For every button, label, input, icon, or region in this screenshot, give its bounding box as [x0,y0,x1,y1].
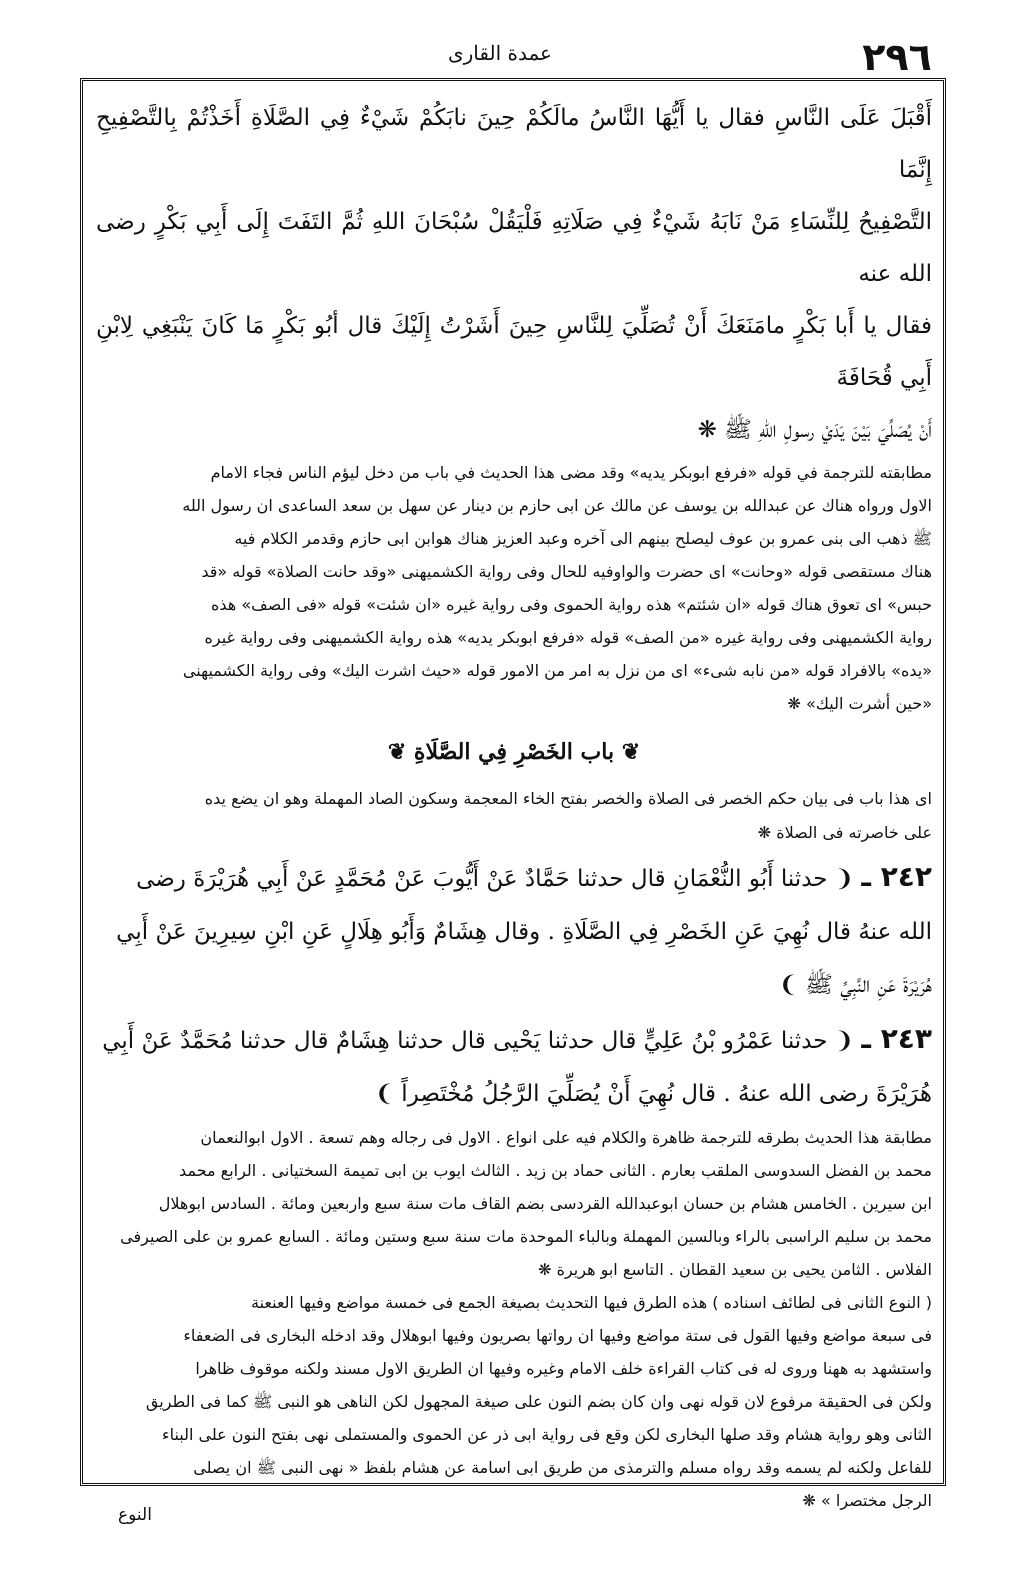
text-line: الثانى وهو رواية هشام وقد صلها البخارى لكن وقع فى رواية ابى ذر عن الحموى والمستملى نهى بفتح النون على البناء [162,1425,932,1444]
text-line: على خاصرته فى الصلاة ❋ [757,823,932,842]
text-line: محمد بن الفضل السدوسى الملقب بعارم . الثانى حماد بن زيد . الثالث ايوب بن ابى تميمة السختيانى . الرابع محمد [179,1161,932,1180]
text-line: هُرَيْرَةَ عَنِ النَّبِيِّ ﷺ ❩ [778,972,932,998]
chapter-heading: ❦ باب الخَصْرِ فِي الصَّلَاةِ ❦ [387,739,641,765]
hadith-text: ❨ حدثنا عَمْرُو بْنُ عَلِيٍّ قال حدثنا يَحْيى قال حدثنا هِشَامٌ قال حدثنا مُحَمَّدٌ عَنْ أَبِي [102,1028,855,1054]
text-line [96,850,932,906]
text-line [96,1012,932,1068]
hadith-243 [96,1012,932,1121]
running-title: عمدة القارى [447,41,552,65]
hadith-continuation [96,92,932,456]
text-line: الاول ورواه هناك عن عبدالله بن يوسف عن مالك عن ابى حازم بن دينار عن سهل بن سعد الساعدى ان رسول الله [182,496,932,515]
text-line: «حين أشرت اليك» ❋ [787,694,932,713]
hadith-text: ❨ حدثنا أَبُو النُّعْمَانِ قال حدثنا حَمَّادٌ عَنْ أَيُّوبَ عَنْ مُحَمَّدٍ عَنْ أَبِي هُرَيْرَةَ رضى [136,866,855,892]
text-line: حبس» اى تعوق هناك قوله «ان شئتم» هذه رواية الحموى وفى رواية غيره «ان شئت» قوله «فى الصف» هذه [211,595,932,614]
chapter-intro [96,782,932,850]
commentary-block [96,1121,932,1286]
text-line: ( النوع الثانى فى لطائف اسناده ) هذه الطرق فيها التحديث بصيغة الجمع فى خمسة مواضع وفيها العنعنة [251,1293,932,1312]
text-line: فى سبعة مواضع وفيها القول فى ستة مواضع وفيها ان رواتها بصريون وفيها ابوهلال وقد ادخله البخارى فى الضعفاء [183,1326,932,1345]
hadith-number: ٢٤٢ ـ [861,860,932,893]
text-line: هناك مستقصى قوله «وحانت» اى حضرت والواوفيه للحال وفى رواية الكشميهنى «وقد حانت الصلاة» قوله «قد [201,562,932,581]
text-line: ﷺ ذهب الى بنى عمرو بن عوف ليصلح بينهم الى آخره وعبد العزيز هناك هوابن ابى حازم وقدمر الكلام فيه [234,529,932,548]
hadith-number: ٢٤٣ ـ [861,1022,932,1055]
commentary-block [96,1286,932,1517]
text-line: «يده» بالافراد قوله «من نابه شىء» اى من نزل به امر من الامور قوله «حيث اشرت اليك» وفى رواية الكشميهنى [182,661,932,680]
page-content [96,92,932,1517]
text-line: مطابقته للترجمة في قوله «فرفع ابوبكر يديه» وقد مضى هذا الحديث في باب من دخل ليؤم الناس فجاء الامام [210,463,932,482]
text-line: مطابقة هذا الحديث بطرقه للترجمة ظاهرة والكلام فيه على انواع . الاول فى رجاله وهم تسعة . الاول ابوالنعمان [200,1128,932,1147]
text-line: فقال يا أَبا بَكْرٍ مامَنَعَكَ أَنْ تُصَلِّيَ لِلنَّاسِ حِينَ أَشَرْتُ إِلَيْكَ قال أبُو بَكْرٍ مَا كَانَ يَنْبَغِي لِابْنِ أَبِي قُحَافَةَ [96,313,932,391]
catchword: النوع [118,1505,152,1525]
text-line: الله عنهُ قال نُهِيَ عَنِ الخَصْرِ فِي الصَّلَاةِ . وقال هِشَامٌ وَأَبُو هِلَالٍ عَنِ ابْنِ سِيرِينَ عَنْ أَبِي [116,919,932,945]
text-line: ولكن فى الحقيقة مرفوع لان قوله نهى وان كان بضم النون على صيغة المجهول لكن الناهى هو النبى ﷺ كما فى الطريق [145,1392,932,1411]
text-line: هُرَيْرَةَ رضى الله عنهُ . قال نُهِيَ أَنْ يُصَلِّيَ الرَّجُلُ مُخْتَصِراً ❩ [374,1081,932,1107]
text-line: الرجل مختصرا » ❋ [802,1491,932,1510]
text-line: أَنْ يُصَلِّيَ بَيْنَ يَدَيْ رسولِ اللهِ ﷺ ❋ [697,417,932,443]
text-line: الفلاس . الثامن يحيى بن سعيد القطان . التاسع ابو هريرة ❋ [538,1260,932,1279]
hadith-242 [96,850,932,1012]
text-line: محمد بن سليم الراسبى بالراء وبالسين المهملة وبالباء الموحدة مات سنة سبع وستين ومائة . السابع عمرو بن على الصيرفى [120,1227,932,1246]
text-line: التَّصْفِيحُ لِلنِّسَاءِ مَنْ نَابَهُ شَيْءٌ فِي صَلَاتِهِ فَلْيَقُلْ سُبْحَانَ اللهِ ثُمَّ التَفَتَ إِلَى أَبِي بَكْرٍ رضى الله عنه [96,209,932,287]
text-line: للفاعل ولكنه لم يسمه وقد رواه مسلم والترمذى من طريق ابى اسامة عن هشام بلفظ « نهى النبى ﷺ ان يصلى [193,1458,932,1477]
page-number: ٢٩٦ [862,35,932,79]
text-line: رواية الكشميهنى وفى رواية غيره «من الصف» قوله «فرفع ابوبكر يديه» هذه رواية الكشميهنى وفى رواية غيره [204,628,932,647]
text-line: ابن سيرين . الخامس هشام بن حسان ابوعبدالله القردسى بضم القاف مات سنة سبع واربعين ومائة . السادس ابوهلال [158,1194,932,1213]
text-line: أَقْبَلَ عَلَى النَّاسِ فقال يا أَيُّهَا النَّاسُ مالَكُمْ حِينَ نابَكُمْ شَيْءٌ فِي الصَّلَاةِ أَخَذْتُمْ بِالتَّصْفِيحِ إِنَّمَا [96,105,932,183]
text-line: واستشهد به ههنا وروى له فى كتاب القراءة خلف الامام وغيره وفيها ان الطريق الاول مسند ولكنه موقوف ظاهرا [195,1359,932,1378]
commentary-block [96,456,932,720]
text-line: اى هذا باب فى بيان حكم الخصر فى الصلاة والخصر بفتح الخاء المعجمة وسكون الصاد المهملة وهو ان يضع يده [204,789,932,808]
